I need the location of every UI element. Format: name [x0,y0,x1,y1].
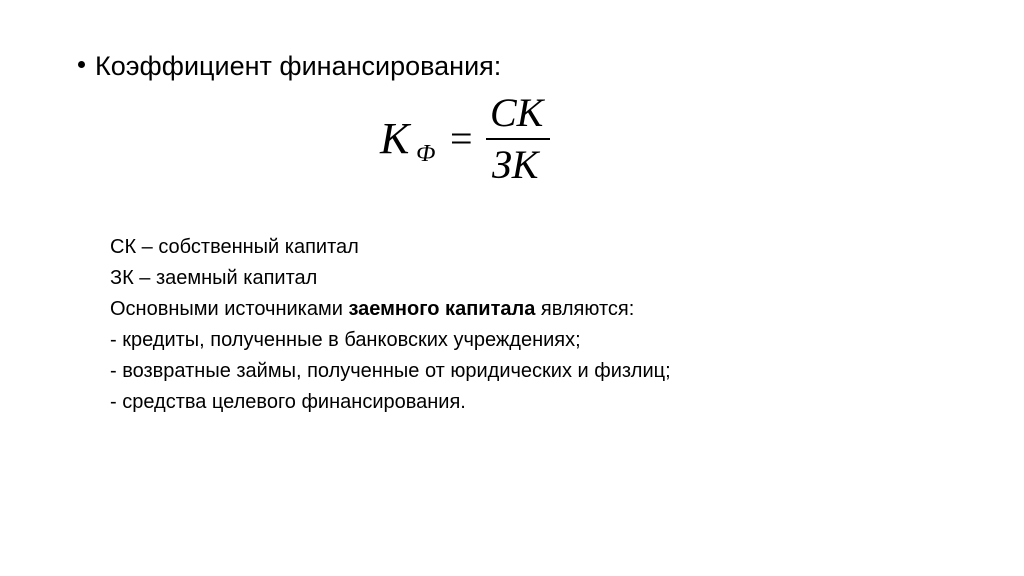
formula-denominator: ЗК [492,142,539,187]
formula-fraction-bar [486,138,550,140]
definitions-block [110,232,671,418]
heading-text: Коэффициент финансирования: [95,51,502,81]
formula-lhs: К [380,114,410,163]
sources-intro-bold: заемного капитала [348,298,536,320]
definition-zk: ЗК – заемный капитал [110,267,318,289]
formula-equals: = [450,116,473,161]
sources-intro-suffix: являются: [535,298,635,320]
list-item: - кредиты, полученные в банковских учреждениях; [110,329,581,351]
bullet-heading [78,48,501,84]
definition-sk: СК – собственный капитал [110,236,359,258]
list-item: - средства целевого финансирования. [110,391,466,413]
formula-lhs-subscript: Ф [416,141,436,167]
bullet-dot-icon [78,61,85,68]
list-item: - возвратные займы, полученные от юридических и физлиц; [110,360,671,382]
formula-numerator: СК [490,90,544,135]
financing-ratio-formula [380,90,580,190]
sources-intro [110,294,671,325]
sources-intro-prefix: Основными источниками [110,298,349,320]
